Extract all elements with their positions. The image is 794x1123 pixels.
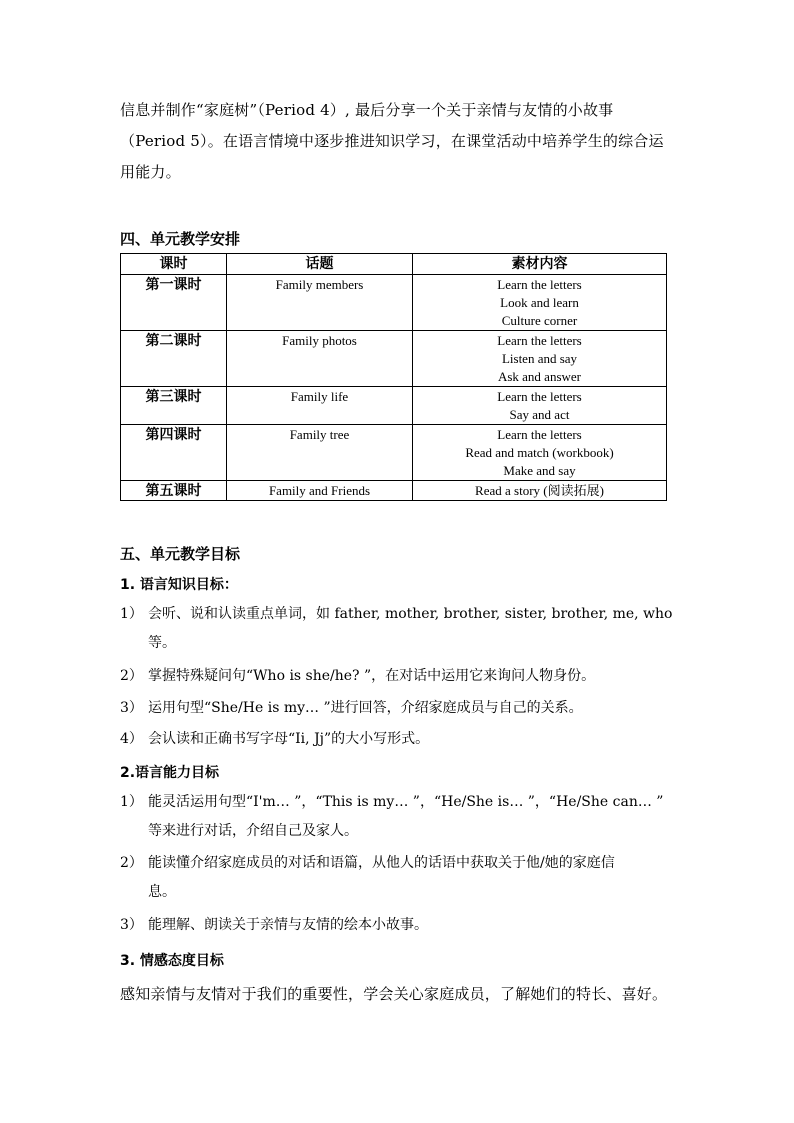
item-text-continued: 息。	[148, 884, 176, 900]
goal-3-heading: 3. 情感态度目标	[120, 953, 224, 969]
goal-2-item-2	[120, 849, 692, 907]
item-text: 能读懂介绍家庭成员的对话和语篇，从他人的话语中获取关于他/她的家庭信	[148, 855, 615, 871]
material-item: Learn the letters	[497, 389, 582, 404]
item-text: 能理解、朗读关于亲情与友情的绘本小故事。	[148, 917, 428, 933]
table-row	[121, 425, 667, 481]
lesson-cell: 第三课时	[121, 387, 227, 425]
lesson-cell: 第二课时	[121, 331, 227, 387]
item-text: 会听、说和认读重点单词，如 father, mother, brother, sister, brother, me, who	[148, 606, 673, 622]
item-number: 1）	[120, 606, 143, 622]
table-row	[121, 387, 667, 425]
topic-cell: Family and Friends	[227, 481, 413, 501]
table-row	[121, 481, 667, 501]
intro-line: 用能力。	[120, 163, 181, 181]
materials-cell	[413, 275, 667, 331]
item-text: 运用句型“She/He is my… ”进行回答，介绍家庭成员与自己的关系。	[148, 700, 583, 716]
intro-line: （Period 5）。在语言情境中逐步推进知识学习，在课堂活动中培养学生的综合运	[120, 132, 664, 150]
item-text: 掌握特殊疑问句“Who is she/he? ”，在对话中运用它来询问人物身份。	[148, 668, 596, 684]
item-text: 能灵活运用句型“I'm… ”，“This is my… ”，“He/She is… ”，“He/She can… ”	[148, 794, 664, 810]
goal-2-item-1	[120, 788, 692, 846]
item-text-continued: 等来进行对话，介绍自己及家人。	[148, 823, 358, 839]
intro-line: 信息并制作“家庭树”（Period 4）, 最后分享一个关于亲情与友情的小故事	[120, 101, 614, 119]
material-item: Learn the letters	[497, 333, 582, 348]
material-item: Culture corner	[501, 313, 578, 328]
material-item: Read a story (阅读拓展)	[475, 483, 604, 498]
materials-cell	[413, 331, 667, 387]
material-item: Learn the letters	[497, 427, 582, 442]
material-item: Listen and say	[501, 351, 578, 366]
item-number: 4）	[120, 731, 143, 747]
lesson-cell: 第四课时	[121, 425, 227, 481]
material-item: Read and match (workbook)	[465, 445, 614, 460]
topic-cell: Family photos	[227, 331, 413, 387]
goal-1-item-4	[120, 725, 692, 754]
goal-2-heading: 2.语言能力目标	[120, 765, 220, 781]
materials-cell	[413, 425, 667, 481]
table-row	[121, 275, 667, 331]
goal-1-item-2	[120, 662, 692, 691]
item-text: 会认读和正确书写字母“Ii, Jj”的大小写形式。	[148, 731, 430, 747]
goal-1-item-3	[120, 694, 692, 723]
table-row	[121, 331, 667, 387]
material-item: Make and say	[503, 463, 576, 478]
goal-2-item-3	[120, 911, 692, 940]
topic-cell: Family tree	[227, 425, 413, 481]
goal-1-heading: 1. 语言知识目标：	[120, 577, 238, 593]
lesson-cell: 第五课时	[121, 481, 227, 501]
goal-1-item-1	[120, 600, 692, 658]
lesson-plan-table	[120, 253, 667, 501]
goal-3-text: 感知亲情与友情对于我们的重要性，学会关心家庭成员，了解她们的特长、喜好。	[120, 985, 668, 1003]
material-item: Look and learn	[500, 295, 579, 310]
material-item: Learn the letters	[497, 277, 582, 292]
section-5-heading: 五、单元教学目标	[120, 545, 241, 563]
lesson-cell: 第一课时	[121, 275, 227, 331]
topic-cell: Family life	[227, 387, 413, 425]
item-number: 1）	[120, 794, 143, 810]
section-4-heading: 四、单元教学安排	[120, 230, 241, 248]
item-number: 2）	[120, 668, 143, 684]
item-text-continued: 等。	[148, 635, 176, 651]
header-materials: 素材内容	[413, 254, 667, 275]
header-lesson: 课时	[121, 254, 227, 275]
intro-paragraph	[120, 95, 680, 188]
materials-cell	[413, 481, 667, 501]
material-item: Say and act	[509, 407, 570, 422]
materials-cell	[413, 387, 667, 425]
item-number: 3）	[120, 917, 143, 933]
item-number: 3）	[120, 700, 143, 716]
topic-cell: Family members	[227, 275, 413, 331]
material-item: Ask and answer	[497, 369, 582, 384]
header-topic: 话题	[227, 254, 413, 275]
item-number: 2）	[120, 855, 143, 871]
table-header-row	[121, 254, 667, 275]
